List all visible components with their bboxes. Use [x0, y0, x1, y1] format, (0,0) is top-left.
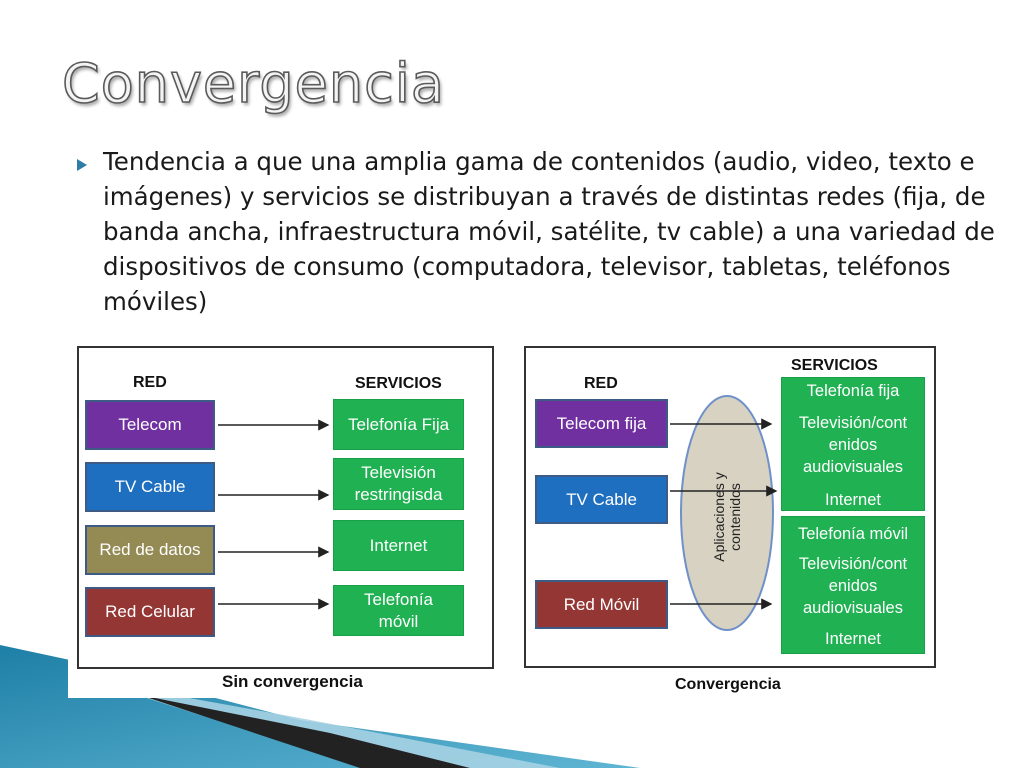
right-red-header: RED	[584, 375, 618, 392]
left-service-telefonia-fija: Telefonía Fija	[333, 399, 464, 450]
left-service-internet: Internet	[333, 520, 464, 571]
mobile-services-block	[781, 516, 925, 654]
mobile-service-telefonia-movil: Telefonía móvil	[797, 525, 909, 543]
left-red-header: RED	[133, 374, 167, 391]
bullet-paragraph: Tendencia a que una amplia gama de contenidos (audio, video, texto e imágenes) y servicios se distribuyan a través de distintas redes (fija, de banda ancha, infraestructura móvil, satélite, tv cable) a una variedad de dispositivos de consumo (computadora, televisor, tabletas, teléfonos móviles)	[103, 147, 995, 316]
right-network-tv-cable: TV Cable	[535, 475, 668, 524]
left-diagram-caption: Sin convergencia	[222, 672, 363, 691]
left-servicios-header: SERVICIOS	[355, 375, 442, 392]
mobile-service-television: Televisión/cont enidos audiovisuales	[798, 555, 908, 617]
aplicaciones-label: Aplicaciones y contenidos	[711, 472, 743, 562]
left-service-telefonia-movil: Telefonía móvil	[333, 585, 464, 636]
fixed-service-telefonia-fija: Telefonía fija	[806, 382, 900, 400]
left-network-red-celular: Red Celular	[85, 587, 215, 637]
right-servicios-header: SERVICIOS	[791, 357, 878, 374]
right-network-red-movil: Red Móvil	[535, 580, 668, 629]
left-network-telecom: Telecom	[85, 400, 215, 450]
right-network-telecom-fija: Telecom fija	[535, 399, 668, 448]
fixed-service-television: Televisión/cont enidos audiovisuales	[798, 414, 908, 476]
right-diagram-caption: Convergencia	[675, 676, 781, 693]
fixed-service-internet: Internet	[825, 491, 881, 509]
fixed-services-block	[781, 377, 925, 511]
left-network-red-de-datos: Red de datos	[85, 525, 215, 575]
slide-title: Convergencia	[62, 52, 445, 115]
left-service-television-restringida: Televisión restringisda	[333, 458, 464, 510]
mobile-service-internet: Internet	[825, 630, 881, 648]
left-network-tv-cable: TV Cable	[85, 462, 215, 512]
